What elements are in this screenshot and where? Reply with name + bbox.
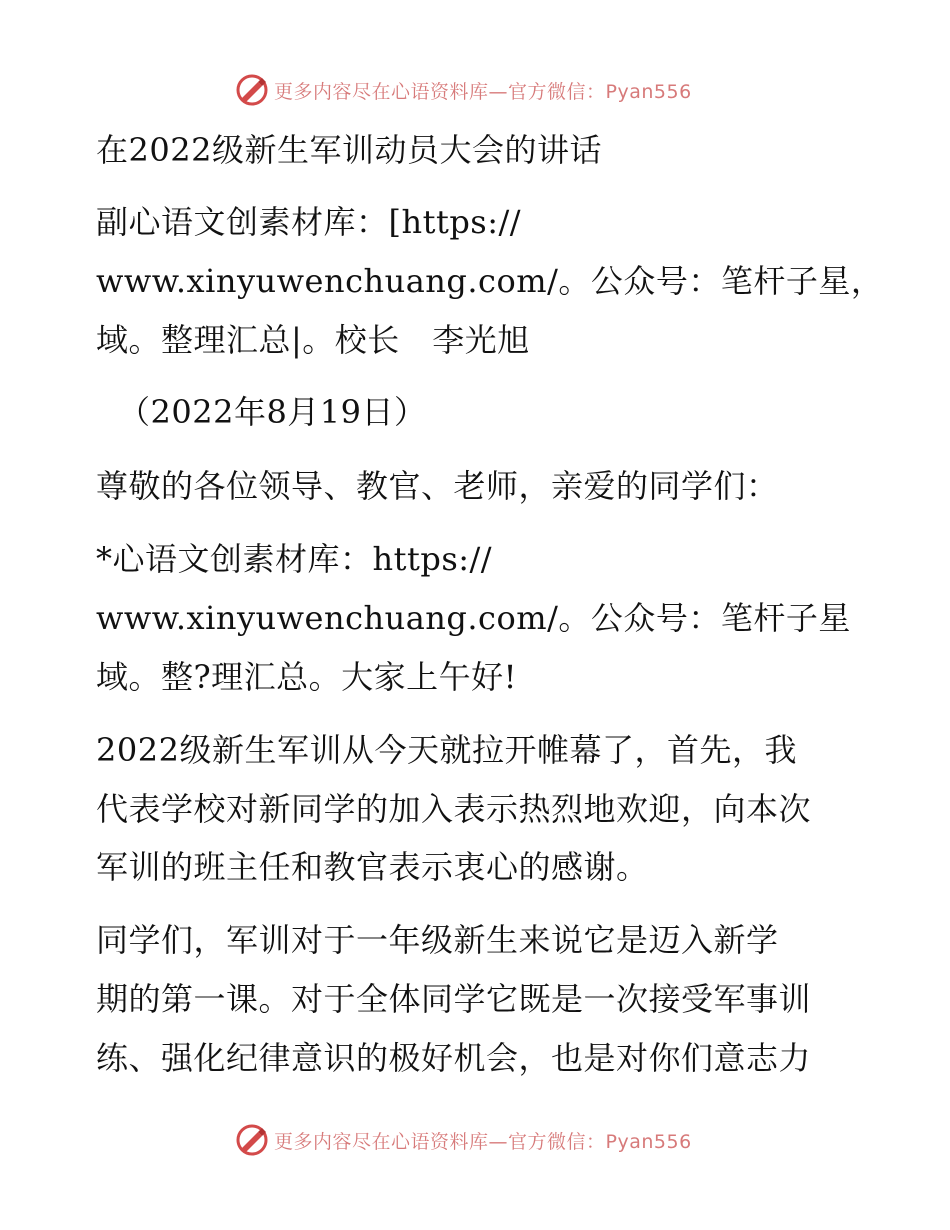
banner-text: 更多内容尽在心语资料库—官方微信：Pyan556 (274, 1130, 692, 1153)
pen-circle-logo-icon (234, 1122, 270, 1158)
paragraph-line: 代表学校对新同学的加入表示热烈地欢迎，向本次 (96, 790, 812, 828)
paragraph-line: 2022级新生军训从今天就拉开帷幕了，首先，我 (96, 731, 797, 769)
document-title: 在2022级新生军训动员大会的讲话 (96, 131, 602, 169)
date-line: （2022年8月19日） (118, 393, 427, 431)
paragraph-line: 军训的班主任和教官表示衷心的感谢。 (96, 848, 649, 886)
paragraph-line: 域。整理汇总|。校长 李光旭 (96, 321, 530, 359)
header-banner (234, 70, 692, 110)
paragraph-line: 练、强化纪律意识的极好机会，也是对你们意志力 (96, 1039, 812, 1077)
paragraph-line: *心语文创素材库：https:// (96, 540, 493, 578)
paragraph-line: www.xinyuwenchuang.com/。公众号：笔杆子星 (96, 599, 851, 637)
footer-banner (234, 1120, 692, 1160)
salutation-line: 尊敬的各位领导、教官、老师，亲爱的同学们： (96, 467, 779, 505)
banner-text: 更多内容尽在心语资料库—官方微信：Pyan556 (274, 80, 692, 103)
paragraph-line: 域。整?理汇总。大家上午好! (96, 658, 518, 696)
paragraph-line: 期的第一课。对于全体同学它既是一次接受军事训 (96, 980, 812, 1018)
pen-circle-logo-icon (234, 72, 270, 108)
paragraph-line: www.xinyuwenchuang.com/。公众号：笔杆子星， (96, 262, 884, 300)
paragraph-line: 副心语文创素材库：[https:// (96, 203, 522, 241)
paragraph-line: 同学们，军训对于一年级新生来说它是迈入新学 (96, 921, 779, 959)
